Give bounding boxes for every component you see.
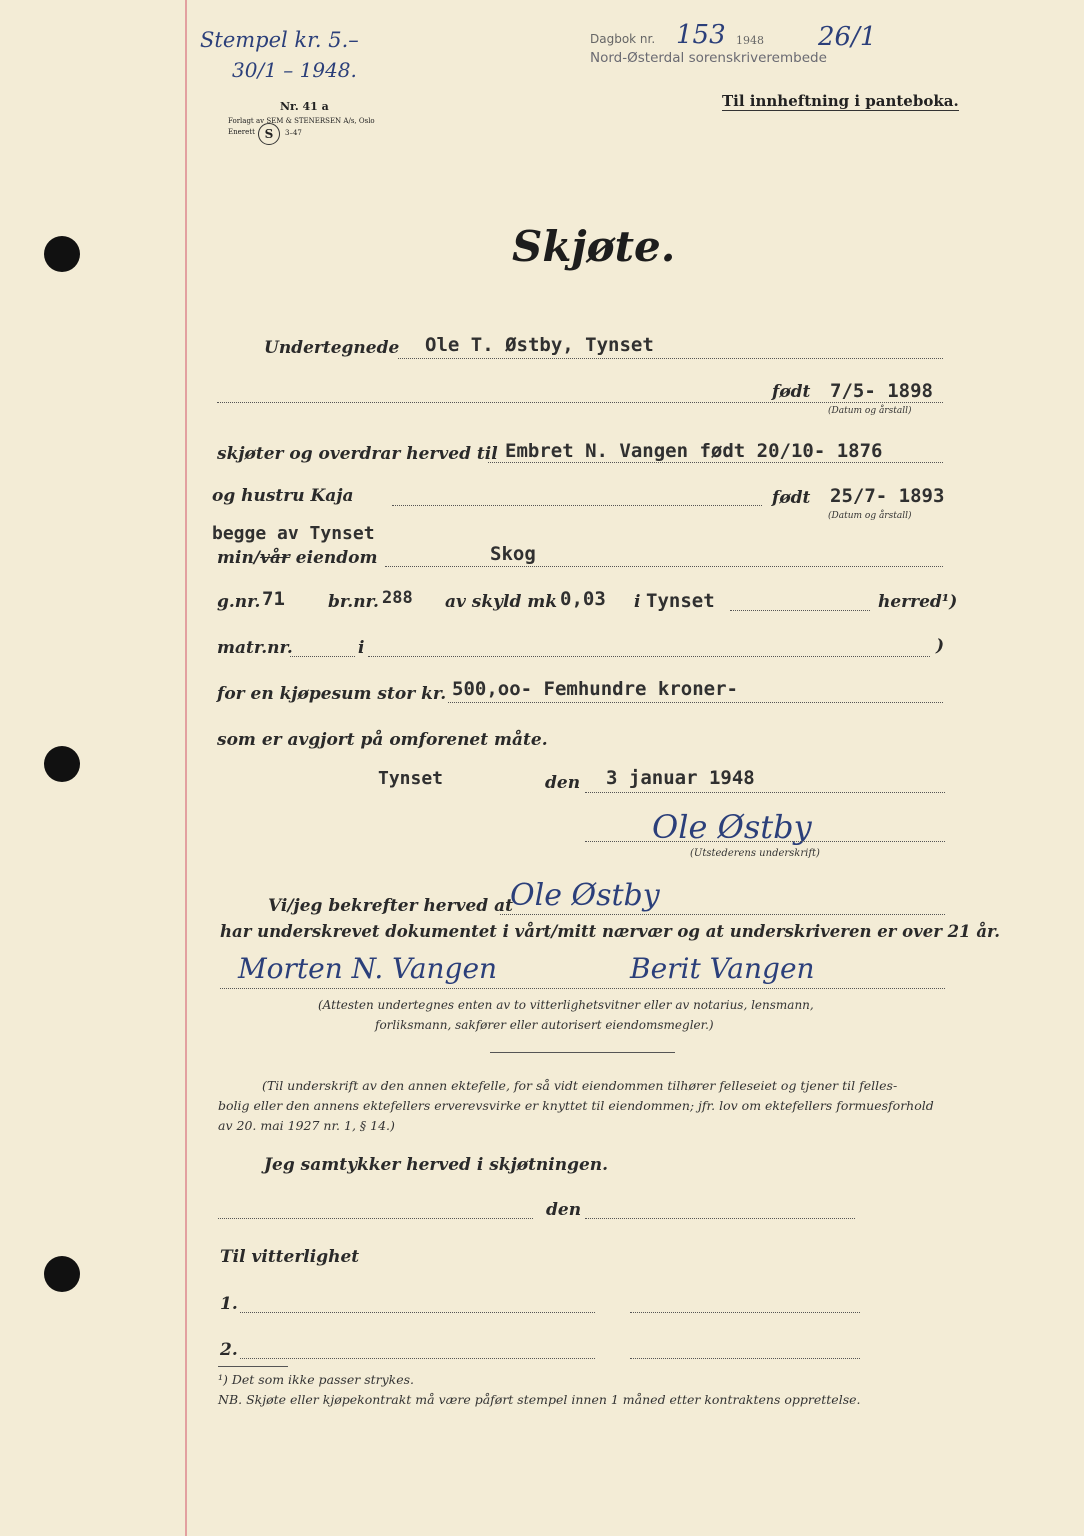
seller-born: 7/5- 1898 [830,380,933,402]
office-stamp: Nord-Østerdal sorenskriverembede [590,50,827,66]
skyld-label: av skyld mk [445,592,558,612]
punch-hole [44,1256,80,1292]
datum-hint: (Datum og årstall) [828,406,912,416]
dotted-line [585,841,945,842]
separator [490,1052,675,1053]
date-value: 3 januar 1948 [606,767,755,789]
vitterlighet-number-1: 1. [220,1294,238,1314]
matr-label: matr.nr. [217,638,293,658]
dagbok-date: 26/1 [818,22,877,52]
settled-text: som er avgjort på omforenet måte. [217,730,548,750]
witness-signature-2: Berit Vangen [630,952,815,985]
dotted-line [630,1312,860,1313]
signature-hint: (Utstederens underskrift) [690,848,820,859]
born-label-2: født [772,488,811,508]
dotted-line [398,358,943,359]
dotted-line [218,1218,533,1219]
gnr-value: 71 [262,588,285,610]
publisher-enerett: Enerett [228,128,255,136]
witness-note-2: forliksmann, sakfører eller autorisert eiendomsmegler.) [375,1018,714,1032]
dotted-line [240,1358,595,1359]
dotted-line [217,402,943,403]
matr-i-label: i [358,638,365,658]
margin-rule [185,0,187,1536]
buyer2-pre: og hustru Kaja [212,486,354,506]
dotted-line [392,505,762,506]
property-name: Skog [490,543,536,565]
brnr-value: 288 [382,588,413,608]
buyer2-born: 25/7- 1893 [830,485,945,507]
seller-name: Ole T. Østby, Tynset [425,334,654,356]
vitterlighet-number-2: 2. [220,1340,238,1360]
form-number: Nr. 41 a [280,100,329,113]
price-value: 500,oo- Femhundre kroner- [452,678,738,700]
buyers-place: begge av Tynset [212,523,375,544]
gnr-label: g.nr. [217,592,261,612]
transfer-label: skjøter og overdrar herved til [217,444,498,464]
price-label: for en kjøpesum stor kr. [217,684,447,704]
herred-label: herred¹) [878,592,958,612]
witness-line1: Vi/jeg bekrefter herved at [268,896,513,916]
witness-named-signature: Ole Østby [510,878,660,913]
witness-note-1: (Attesten undertegnes enten av to vitterlighetsvitner eller av notarius, lensmann, [318,998,814,1012]
dotted-line [630,1358,860,1359]
stamp-note-line2: 30/1 – 1948. [232,58,357,82]
punch-hole [44,746,80,782]
seller-signature: Ole Østby [652,808,812,846]
binding-note: Til innheftning i panteboka. [722,92,959,110]
dotted-line [240,1312,595,1313]
punch-hole [44,236,80,272]
dagbok-label: Dagbok nr. [590,32,656,46]
publisher-line: Forlagt av SEM & STENERSEN A/s, Oslo [228,117,375,125]
buyer1: Embret N. Vangen født 20/10- 1876 [505,440,883,462]
skyld-value: 0,03 [560,588,606,610]
eiendom-label: min/vår eiendom [217,548,378,568]
vitterlighet-title: Til vitterlighet [220,1247,360,1267]
dotted-line [385,566,943,567]
witness-signature-1: Morten N. Vangen [238,952,498,985]
dotted-line [368,656,930,657]
footnote-2: NB. Skjøte eller kjøpekontrakt må være påført stempel innen 1 måned etter kontraktens opprettelse. [218,1392,861,1407]
footnote-1: ¹) Det som ikke passer strykes. [218,1372,415,1387]
footnote-rule [218,1366,288,1367]
den-label: den [545,773,581,793]
dotted-line [500,914,945,915]
spouse-note-2: bolig eller den annens ektefellers erverevsvirke er knyttet til eiendommen; jfr. lov om ektefellers formuesforhold [218,1098,934,1113]
born-label: født [772,382,811,402]
consent-text: Jeg samtykker herved i skjøtningen. [264,1155,609,1175]
stamp-note-line1: Stempel kr. 5.– [200,28,359,52]
dotted-line [730,610,870,611]
document-title: Skjøte. [512,222,676,271]
matr-close: ) [936,636,945,656]
dagbok-number: 153 [676,20,726,50]
undertegnede-label: Undertegnede [264,338,400,358]
herred-name: Tynset [646,590,715,612]
place-value: Tynset [378,768,444,789]
publisher-code: 3–47 [285,129,302,137]
witness-line2: har underskrevet dokumentet i vårt/mitt nærvær og at underskriveren er over 21 år. [220,922,1000,941]
spouse-note-3: av 20. mai 1927 nr. 1, § 14.) [218,1118,395,1133]
dotted-line [585,792,945,793]
brnr-label: br.nr. [328,592,379,612]
publisher-logo: S [258,123,280,145]
datum-hint-2: (Datum og årstall) [828,511,912,521]
dotted-line [448,702,943,703]
dotted-line [585,1218,855,1219]
dotted-line [290,656,355,657]
dotted-line [220,988,945,989]
dagbok-year: 1948 [736,34,764,47]
spouse-den-label: den [546,1200,582,1220]
i-label: i [634,592,641,612]
spouse-note-1: (Til underskrift av den annen ektefelle, for så vidt eiendommen tilhører felleseiet og tjener til felles- [262,1078,898,1093]
dotted-line [488,462,943,463]
